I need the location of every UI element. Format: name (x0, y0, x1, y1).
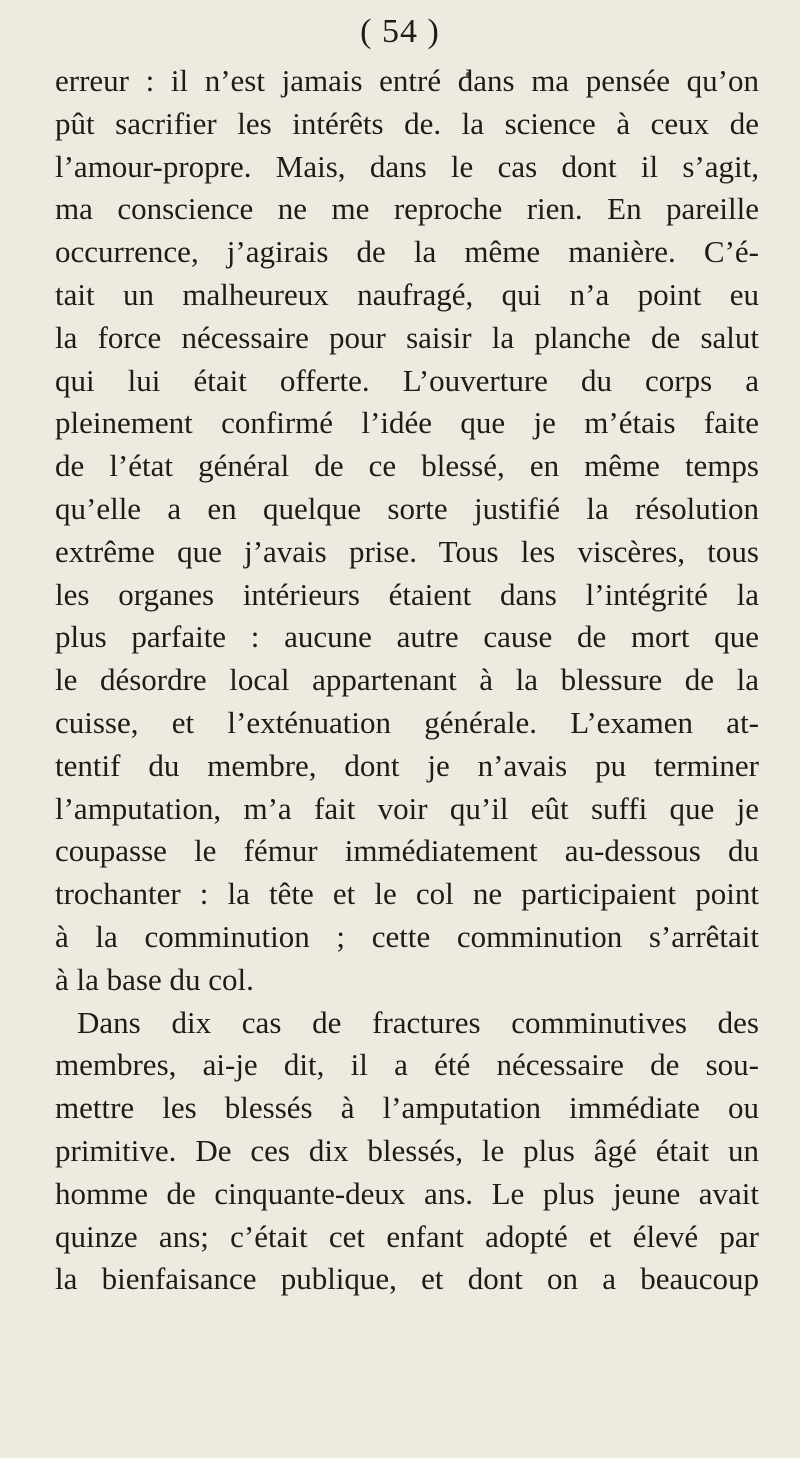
text-line: occurrence, j’agirais de la même manière. C’é- (55, 234, 759, 270)
text-line: coupasse le fémur immédiatement au-dessous du (55, 833, 759, 869)
text-line: quinze ans; c’était cet enfant adopté et élevé par (55, 1218, 759, 1254)
text-line: cuisse, et l’exténuation générale. L’examen at- (55, 704, 759, 740)
text-line: la bienfaisance publique, et dont on a beaucoup (55, 1261, 759, 1297)
text-line: extrême que j’avais prise. Tous les viscères, tous (55, 533, 759, 569)
text-line: pût sacrifier les intérêts de. la science à ceux de (55, 105, 759, 141)
text-line: qu’elle a en quelque sorte justifié la résolution (55, 490, 759, 526)
paragraph-start-line: Dans dix cas de fractures comminutives des (77, 1004, 759, 1040)
text-line: homme de cinquante-deux ans. Le plus jeune avait (55, 1175, 759, 1211)
text-line: trochanter : la tête et le col ne participaient point (55, 876, 759, 912)
text-line: qui lui était offerte. L’ouverture du corps a (55, 362, 759, 398)
text-line: ma conscience ne me reproche rien. En pareille (55, 191, 759, 227)
text-line: plus parfaite : aucune autre cause de mort que (55, 619, 759, 655)
text-line: de l’état général de ce blessé, en même temps (55, 448, 759, 484)
body-text (55, 60, 759, 1301)
text-line: membres, ai-je dit, il a été nécessaire de sou- (55, 1047, 759, 1083)
text-line: les organes intérieurs étaient dans l’intégrité la (55, 576, 759, 612)
text-line: mettre les blessés à l’amputation immédiate ou (55, 1090, 759, 1126)
page-number: ( 54 ) (360, 13, 440, 50)
text-line: tait un malheureux naufragé, qui n’a point eu (55, 276, 759, 312)
text-line: erreur : il n’est jamais entré dans ma pensée qu’on (55, 63, 759, 98)
paragraph-end-line: à la base du col. (55, 961, 254, 997)
text-line: primitive. De ces dix blessés, le plus âgé était un (55, 1132, 759, 1168)
text-line: pleinement confirmé l’idée que je m’étais faite (55, 405, 759, 441)
text-line: tentif du membre, dont je n’avais pu terminer (55, 747, 759, 783)
text-line: l’amputation, m’a fait voir qu’il eût suffi que je (55, 790, 759, 826)
text-line: à la comminution ; cette comminution s’arrêtait (55, 918, 759, 954)
text-line: le désordre local appartenant à la blessure de la (55, 662, 759, 698)
text-line: l’amour-propre. Mais, dans le cas dont il s’agit, (55, 148, 759, 184)
text-line: la force nécessaire pour saisir la planche de salut (55, 319, 759, 355)
